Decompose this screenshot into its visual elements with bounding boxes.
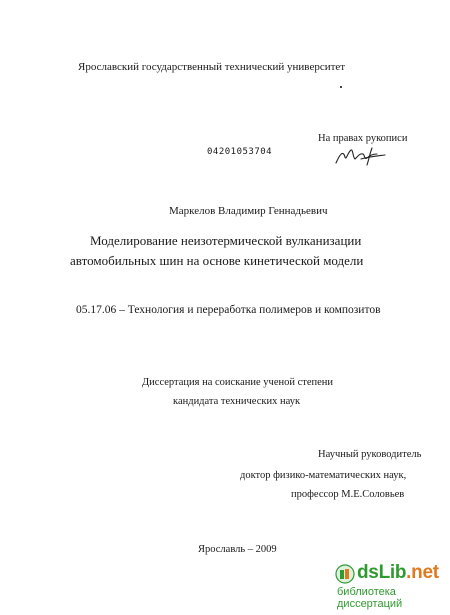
scan-speck bbox=[340, 86, 342, 88]
university-name: Ярославский государственный технический университет bbox=[78, 61, 346, 73]
watermark-brand-main: dsLib bbox=[357, 562, 407, 583]
handwritten-signature bbox=[332, 144, 388, 168]
dslib-watermark[interactable] bbox=[335, 564, 447, 610]
advisor-heading: Научный руководитель bbox=[318, 449, 422, 460]
advisor-degree: доктор физико-математических наук, bbox=[240, 470, 407, 481]
author-name: Маркелов Владимир Геннадьевич bbox=[169, 205, 328, 217]
watermark-subtitle: библиотека диссертаций bbox=[337, 586, 403, 610]
registration-number: 04201053704 bbox=[207, 147, 273, 157]
degree-line-1: Диссертация на соискание ученой степени bbox=[142, 377, 334, 388]
dissertation-title-line-1: Моделирование неизотермической вулканизации bbox=[90, 233, 362, 248]
manuscript-rights-label: На правах рукописи bbox=[318, 133, 408, 144]
library-logo-icon bbox=[335, 564, 355, 584]
watermark-brand bbox=[357, 562, 439, 584]
watermark-brand-tld: .net bbox=[406, 562, 439, 583]
dissertation-title-line-2: автомобильных шин на основе кинетической модели bbox=[70, 253, 364, 268]
advisor-name: профессор М.Е.Соловьев bbox=[291, 489, 405, 500]
specialty-code: 05.17.06 – Технология и переработка полимеров и композитов bbox=[76, 304, 381, 316]
city-year: Ярославль – 2009 bbox=[198, 544, 277, 555]
degree-line-2: кандидата технических наук bbox=[173, 396, 301, 407]
